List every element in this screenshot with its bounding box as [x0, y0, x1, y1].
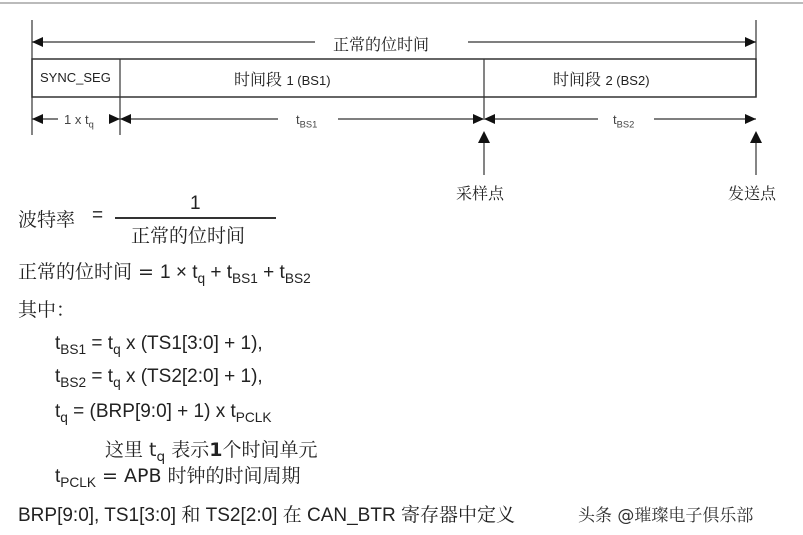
tq-formula	[55, 401, 272, 425]
arrowhead-icon	[120, 114, 131, 124]
bs1-label-cn: 时间段	[234, 70, 283, 89]
arrowhead-icon	[745, 37, 756, 47]
sub: q	[156, 448, 166, 465]
up-arrow-icon	[750, 131, 762, 143]
term: x (TS1[3:0] + 1),	[120, 333, 263, 354]
tbs1-formula	[55, 333, 263, 357]
fraction-denominator: 正常的位时间	[131, 225, 246, 247]
bs1-duration-sub: BS1	[299, 119, 318, 130]
where-label: 其中：	[18, 299, 76, 321]
term: 这里 t	[105, 439, 157, 461]
term: = (BRP[9:0] + 1) x t	[67, 401, 236, 422]
term: t	[55, 333, 61, 354]
term: 表示	[165, 439, 210, 461]
sub: q	[197, 270, 206, 286]
bs2-label	[553, 67, 650, 90]
bs1-label-num: 1 (BS1)	[286, 73, 331, 88]
sub: BS2	[284, 270, 311, 286]
arrowhead-icon	[745, 114, 756, 124]
bs2-duration	[613, 112, 634, 129]
baud-equals: =	[92, 205, 104, 226]
term: t	[55, 466, 61, 487]
term: = t	[86, 333, 114, 354]
sub: q	[113, 374, 121, 390]
sub: BS2	[60, 374, 87, 390]
bs1-duration	[296, 112, 317, 129]
bs2-label-num: 2 (BS2)	[605, 73, 650, 88]
arrowhead-icon	[484, 114, 495, 124]
term: = APB 时钟的时间周期	[96, 465, 301, 487]
bs1-label	[234, 67, 331, 90]
arrowhead-icon	[32, 37, 43, 47]
sub: BS1	[60, 341, 87, 357]
term: + t	[205, 262, 233, 283]
term: 1	[209, 439, 223, 461]
sync-duration-text: 1 x t	[64, 112, 89, 127]
arrowhead-icon	[473, 114, 484, 124]
watermark: 头条 @璀璨电子俱乐部	[578, 506, 754, 526]
sync-duration	[64, 112, 94, 129]
term: 个时间单元	[222, 439, 318, 461]
fraction-numerator: 1	[190, 193, 201, 214]
sub: q	[60, 409, 68, 425]
term: x (TS2[2:0] + 1),	[120, 366, 263, 387]
bs2-label-cn: 时间段	[553, 70, 602, 89]
footer-note: BRP[9:0], TS1[3:0] 和 TS2[2:0] 在 CAN_BTR 寄存器中定义	[18, 505, 515, 526]
baud-rate-label: 波特率	[18, 209, 76, 231]
term: 1 × t	[160, 262, 198, 283]
transmit-point-label: 发送点	[728, 184, 777, 203]
bs2-duration-sub: BS2	[616, 119, 635, 130]
up-arrow-icon	[478, 131, 490, 143]
bit-timing-diagram	[0, 0, 803, 200]
bit-time-lhs: 正常的位时间 =	[18, 261, 160, 283]
tpclk-formula	[55, 461, 301, 490]
sub: PCLK	[60, 474, 96, 490]
sub: PCLK	[235, 409, 272, 425]
fraction-bar	[115, 217, 276, 219]
term: t	[55, 366, 61, 387]
arrowhead-icon	[32, 114, 43, 124]
arrowhead-icon	[109, 114, 120, 124]
bs2-duration-text: t	[613, 112, 617, 127]
sub: BS1	[232, 270, 258, 286]
bs1-duration-text: t	[296, 112, 300, 127]
term: = t	[86, 366, 114, 387]
bit-time-formula	[18, 257, 311, 286]
sample-point-label: 采样点	[456, 184, 505, 203]
sync-duration-sub: q	[88, 119, 94, 130]
term: t	[55, 401, 61, 422]
term: + t	[257, 262, 285, 283]
tbs2-formula	[55, 366, 263, 390]
sub: q	[113, 341, 121, 357]
bit-time-label: 正常的位时间	[333, 35, 430, 54]
sync-seg-label: SYNC_SEG	[40, 70, 111, 85]
